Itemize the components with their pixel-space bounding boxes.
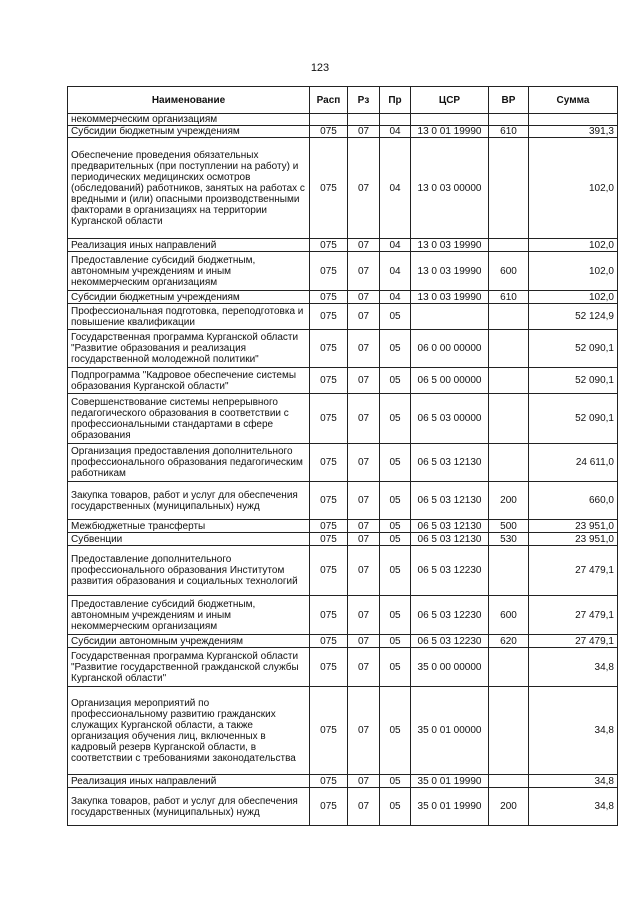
cell-sum: 52 090,1 <box>529 368 618 394</box>
cell-csr: 06 5 03 12230 <box>411 635 489 648</box>
cell-rasp: 075 <box>310 239 348 252</box>
cell-vr <box>489 330 529 368</box>
cell-name: Профессиональная подготовка, переподготовка и повышение квалификации <box>68 304 310 330</box>
cell-vr <box>489 114 529 126</box>
cell-vr <box>489 444 529 482</box>
cell-vr: 530 <box>489 533 529 546</box>
cell-csr: 13 0 03 19990 <box>411 239 489 252</box>
table-row <box>68 239 618 252</box>
cell-rasp: 075 <box>310 533 348 546</box>
cell-csr: 35 0 01 19990 <box>411 788 489 826</box>
cell-rz: 07 <box>348 596 380 635</box>
cell-rz: 07 <box>348 291 380 304</box>
cell-rasp: 075 <box>310 252 348 291</box>
cell-rasp: 075 <box>310 291 348 304</box>
cell-name: Субсидии автономным учреждениям <box>68 635 310 648</box>
cell-rasp: 075 <box>310 788 348 826</box>
cell-rasp: 075 <box>310 368 348 394</box>
cell-name: Государственная программа Курганской области "Развитие государственной гражданской службы Курганской области" <box>68 648 310 687</box>
cell-csr: 06 5 03 12230 <box>411 596 489 635</box>
cell-pr: 05 <box>380 330 411 368</box>
cell-name: Обеспечение проведения обязательных предварительных (при поступлении на работу) и периодических медицинских осмотров (обследований) работников, занятых на работах с вредными и (или) опасными производственными факторами в организациях на территории Курганской области <box>68 138 310 239</box>
table-row <box>68 788 618 826</box>
cell-pr: 05 <box>380 648 411 687</box>
cell-csr: 35 0 00 00000 <box>411 648 489 687</box>
cell-csr: 06 0 00 00000 <box>411 330 489 368</box>
page-number: 123 <box>310 62 330 74</box>
cell-pr: 04 <box>380 126 411 138</box>
table-row <box>68 291 618 304</box>
table-row <box>68 533 618 546</box>
cell-rz: 07 <box>348 368 380 394</box>
cell-sum: 27 479,1 <box>529 546 618 596</box>
cell-rz <box>348 114 380 126</box>
cell-sum: 34,8 <box>529 648 618 687</box>
cell-name: Организация мероприятий по профессиональному развитию гражданских служащих Курганской области, а также организация обучения лиц, включенных в кадровый резерв Курганской области, в соответствии с требованиями законодательства <box>68 687 310 775</box>
cell-sum: 102,0 <box>529 252 618 291</box>
cell-pr: 05 <box>380 546 411 596</box>
cell-sum: 23 951,0 <box>529 533 618 546</box>
cell-rasp: 075 <box>310 394 348 444</box>
cell-sum: 34,8 <box>529 788 618 826</box>
cell-csr: 35 0 01 19990 <box>411 775 489 788</box>
cell-csr: 06 5 03 12130 <box>411 520 489 533</box>
cell-rasp: 075 <box>310 330 348 368</box>
cell-pr: 05 <box>380 368 411 394</box>
cell-pr: 04 <box>380 239 411 252</box>
cell-sum: 52 124,9 <box>529 304 618 330</box>
cell-vr: 620 <box>489 635 529 648</box>
cell-pr: 05 <box>380 596 411 635</box>
table-row <box>68 520 618 533</box>
cell-sum <box>529 114 618 126</box>
cell-csr: 06 5 03 12130 <box>411 533 489 546</box>
cell-csr <box>411 114 489 126</box>
cell-rasp: 075 <box>310 520 348 533</box>
cell-pr: 05 <box>380 788 411 826</box>
table-row <box>68 126 618 138</box>
cell-name: Предоставление субсидий бюджетным, автономным учреждениям и иным некоммерческим организациям <box>68 252 310 291</box>
column-header-rasp: Расп <box>310 87 348 114</box>
cell-pr: 05 <box>380 394 411 444</box>
cell-sum: 391,3 <box>529 126 618 138</box>
column-header-name: Наименование <box>68 87 310 114</box>
cell-sum: 52 090,1 <box>529 330 618 368</box>
cell-rasp: 075 <box>310 635 348 648</box>
cell-rz: 07 <box>348 304 380 330</box>
table-row <box>68 596 618 635</box>
cell-name: Межбюджетные трансферты <box>68 520 310 533</box>
cell-rz: 07 <box>348 687 380 775</box>
cell-vr <box>489 394 529 444</box>
cell-csr: 06 5 03 12230 <box>411 546 489 596</box>
table-row <box>68 368 618 394</box>
cell-rasp: 075 <box>310 546 348 596</box>
cell-pr: 05 <box>380 533 411 546</box>
cell-sum: 27 479,1 <box>529 635 618 648</box>
cell-pr: 05 <box>380 304 411 330</box>
table-row <box>68 138 618 239</box>
cell-rz: 07 <box>348 239 380 252</box>
column-header-vr: ВР <box>489 87 529 114</box>
table-header-row <box>68 87 618 114</box>
cell-rasp: 075 <box>310 304 348 330</box>
cell-name: Субсидии бюджетным учреждениям <box>68 291 310 304</box>
table-row <box>68 444 618 482</box>
cell-vr: 200 <box>489 788 529 826</box>
cell-pr: 05 <box>380 635 411 648</box>
cell-sum: 34,8 <box>529 687 618 775</box>
table-row <box>68 687 618 775</box>
cell-csr: 06 5 03 12130 <box>411 482 489 520</box>
cell-name: Предоставление дополнительного профессионального образования Институтом развития образования и социальных технологий <box>68 546 310 596</box>
cell-vr: 610 <box>489 126 529 138</box>
cell-rasp: 075 <box>310 648 348 687</box>
cell-name: Реализация иных направлений <box>68 775 310 788</box>
cell-vr: 200 <box>489 482 529 520</box>
cell-pr: 04 <box>380 252 411 291</box>
cell-rasp: 075 <box>310 444 348 482</box>
cell-name: Субсидии бюджетным учреждениям <box>68 126 310 138</box>
table-row <box>68 546 618 596</box>
cell-rz: 07 <box>348 520 380 533</box>
cell-name: Закупка товаров, работ и услуг для обеспечения государственных (муниципальных) нужд <box>68 788 310 826</box>
cell-sum: 23 951,0 <box>529 520 618 533</box>
cell-pr: 05 <box>380 775 411 788</box>
cell-name: Субвенции <box>68 533 310 546</box>
cell-rz: 07 <box>348 775 380 788</box>
column-header-rz: Рз <box>348 87 380 114</box>
table-row <box>68 635 618 648</box>
column-header-pr: Пр <box>380 87 411 114</box>
cell-rasp <box>310 114 348 126</box>
table-row <box>68 304 618 330</box>
table-row <box>68 775 618 788</box>
cell-sum: 52 090,1 <box>529 394 618 444</box>
table-row <box>68 394 618 444</box>
cell-vr <box>489 368 529 394</box>
cell-name: некоммерческим организациям <box>68 114 310 126</box>
cell-sum: 27 479,1 <box>529 596 618 635</box>
cell-vr: 600 <box>489 252 529 291</box>
cell-rz: 07 <box>348 444 380 482</box>
table-row <box>68 482 618 520</box>
cell-rz: 07 <box>348 546 380 596</box>
cell-vr <box>489 648 529 687</box>
cell-name: Совершенствование системы непрерывного педагогического образования в соответствии с профессиональными стандартами в сфере образования <box>68 394 310 444</box>
cell-pr: 05 <box>380 482 411 520</box>
cell-rz: 07 <box>348 533 380 546</box>
table-row <box>68 252 618 291</box>
cell-csr: 13 0 03 00000 <box>411 138 489 239</box>
cell-rz: 07 <box>348 126 380 138</box>
cell-rz: 07 <box>348 394 380 444</box>
cell-csr <box>411 304 489 330</box>
cell-vr: 500 <box>489 520 529 533</box>
cell-rz: 07 <box>348 330 380 368</box>
cell-csr: 13 0 03 19990 <box>411 252 489 291</box>
cell-rz: 07 <box>348 788 380 826</box>
cell-sum: 34,8 <box>529 775 618 788</box>
cell-name: Предоставление субсидий бюджетным, автономным учреждениям и иным некоммерческим организациям <box>68 596 310 635</box>
cell-name: Подпрограмма "Кадровое обеспечение системы образования Курганской области" <box>68 368 310 394</box>
cell-name: Закупка товаров, работ и услуг для обеспечения государственных (муниципальных) нужд <box>68 482 310 520</box>
cell-name: Реализация иных направлений <box>68 239 310 252</box>
column-header-sum: Сумма <box>529 87 618 114</box>
cell-vr <box>489 304 529 330</box>
cell-csr: 13 0 03 19990 <box>411 291 489 304</box>
table-row <box>68 114 618 126</box>
cell-rz: 07 <box>348 648 380 687</box>
cell-rz: 07 <box>348 252 380 291</box>
table-row <box>68 648 618 687</box>
cell-sum: 660,0 <box>529 482 618 520</box>
cell-name: Организация предоставления дополнительного профессионального образования педагогическим работникам <box>68 444 310 482</box>
cell-sum: 102,0 <box>529 291 618 304</box>
cell-vr <box>489 138 529 239</box>
cell-csr: 35 0 01 00000 <box>411 687 489 775</box>
cell-rasp: 075 <box>310 126 348 138</box>
cell-rasp: 075 <box>310 687 348 775</box>
cell-rasp: 075 <box>310 138 348 239</box>
cell-pr: 05 <box>380 520 411 533</box>
cell-vr: 610 <box>489 291 529 304</box>
column-header-csr: ЦСР <box>411 87 489 114</box>
cell-sum: 102,0 <box>529 239 618 252</box>
cell-pr: 05 <box>380 687 411 775</box>
cell-vr <box>489 687 529 775</box>
cell-rz: 07 <box>348 482 380 520</box>
budget-table <box>67 86 618 826</box>
cell-vr <box>489 775 529 788</box>
cell-vr <box>489 546 529 596</box>
cell-pr <box>380 114 411 126</box>
cell-sum: 24 611,0 <box>529 444 618 482</box>
table-row <box>68 330 618 368</box>
cell-rasp: 075 <box>310 482 348 520</box>
cell-rasp: 075 <box>310 596 348 635</box>
cell-pr: 05 <box>380 444 411 482</box>
cell-csr: 13 0 01 19990 <box>411 126 489 138</box>
cell-sum: 102,0 <box>529 138 618 239</box>
cell-csr: 06 5 03 12130 <box>411 444 489 482</box>
cell-csr: 06 5 00 00000 <box>411 368 489 394</box>
cell-name: Государственная программа Курганской области "Развитие образования и реализация государственной молодежной политики" <box>68 330 310 368</box>
cell-rasp: 075 <box>310 775 348 788</box>
cell-pr: 04 <box>380 138 411 239</box>
cell-rz: 07 <box>348 635 380 648</box>
cell-csr: 06 5 03 00000 <box>411 394 489 444</box>
cell-vr: 600 <box>489 596 529 635</box>
cell-pr: 04 <box>380 291 411 304</box>
cell-rz: 07 <box>348 138 380 239</box>
cell-vr <box>489 239 529 252</box>
